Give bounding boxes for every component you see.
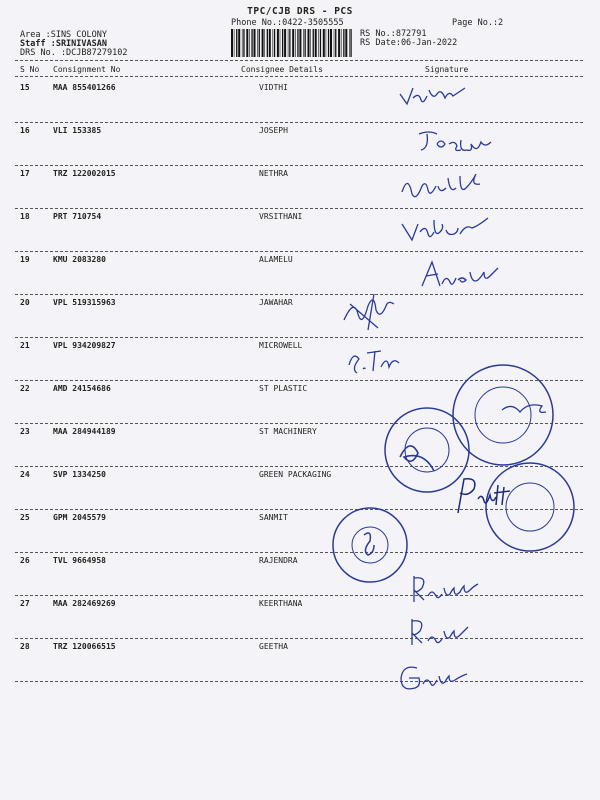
row-sno: 16 [20,126,30,135]
phone-number: Phone No.:0422-3505555 [231,18,344,28]
signature-phone-21: 9976852225 [396,362,474,382]
signature-24 [450,475,530,515]
rs-number: RS No.:872791 [360,29,427,39]
row-divider [15,208,583,209]
row-sno: 28 [20,642,30,651]
col-header-sno: S No [20,65,40,74]
row-consignment: AMD 24154686 [53,384,111,393]
drs-number: DRS No. :DCJB87279102 [20,48,128,58]
row-consignee: ST MACHINERY [259,427,317,436]
signature-28 [395,660,475,694]
col-header-consignment: Consignment No [53,65,121,74]
rs-date: RS Date:06-Jan-2022 [360,38,458,48]
seal-text-25: SANMIT CARD CUTTING INDIA PVT LTD [333,508,407,582]
row-consignment: VLI 153385 [53,126,102,135]
row-sno: 20 [20,298,30,307]
seal-text-22: ST PLASTIC MACHINERY PVT LTD CBE [453,365,553,452]
row-consignment: SVP 1334250 [53,470,106,479]
row-divider [15,165,583,166]
signature-18 [398,212,508,246]
row-consignee: JOSEPH [259,126,288,135]
divider [15,76,583,77]
row-consignee: VRSITHANI [259,212,303,221]
row-consignee: GREEN PACKAGING [259,470,332,479]
page-number: Page No.:2 [452,18,504,28]
row-consignment: TVL 9664958 [53,556,106,565]
row-consignment: MAA 855401266 [53,83,116,92]
col-header-signature: Signature [425,65,469,74]
row-consignee: RAJENDRA [259,556,298,565]
signature-15 [395,80,495,110]
row-sno: 22 [20,384,30,393]
row-consignment: TRZ 122002015 [53,169,116,178]
svg-text:S and T MACHINERY Pvt Ltd [386,409,468,462]
staff-label: Staff :SRINIVASAN [20,39,107,49]
row-sno: 21 [20,341,30,350]
signature-phone-20: 9994692235 [394,310,466,331]
row-sno: 19 [20,255,30,264]
row-divider [15,251,583,252]
row-divider [15,681,583,682]
col-header-consignee: Consignee Details [241,65,323,74]
barcode-image [230,29,355,57]
row-sno: 15 [20,83,30,92]
row-sno: 18 [20,212,30,221]
seal-text-24: GREEN PACKAGING COIMBATORE [486,463,574,535]
signature-16 [415,128,505,158]
signature-17 [398,170,508,204]
row-consignment: MAA 284944189 [53,427,116,436]
row-sno: 25 [20,513,30,522]
row-consignment: MAA 282469269 [53,599,116,608]
row-divider [15,294,583,295]
row-consignment: VPL 934209827 [53,341,116,350]
signature-20 [338,290,478,340]
divider [15,60,583,61]
signature-26 [408,572,498,606]
row-sno: 24 [20,470,30,479]
row-sno: 17 [20,169,30,178]
row-sno: 26 [20,556,30,565]
row-consignee: VIDTHI [259,83,288,92]
row-consignment: GPM 2045579 [53,513,106,522]
row-consignment: TRZ 120066515 [53,642,116,651]
row-consignee: JAWAHAR [259,298,293,307]
row-consignee: NETHRA [259,169,288,178]
row-consignee: GEETHA [259,642,288,651]
row-consignee: ST PLASTIC [259,384,308,393]
signature-19 [418,258,508,292]
row-consignee: SANMIT [259,513,288,522]
row-consignee: KEERTHANA [259,599,303,608]
row-sno: 27 [20,599,30,608]
row-divider [15,122,583,123]
seal-sanmit [330,505,410,585]
row-consignee: MICROWELL [259,341,303,350]
row-consignee: ALAMELU [259,255,293,264]
document-title: TPC/CJB DRS - PCS [247,6,353,17]
svg-text:SANMIT CARD CUTTING INDIA PVT [334,509,406,581]
row-divider [15,337,583,338]
row-consignment: PRT 710754 [53,212,102,221]
row-sno: 23 [20,427,30,436]
row-consignment: KMU 2083280 [53,255,106,264]
area-label: Area :SINS COLONY [20,30,107,40]
seal-text-23: S and T MACHINERY Pvt Ltd [385,408,469,463]
signature-27 [406,615,496,649]
row-consignment: VPL 519315963 [53,298,116,307]
row-divider [15,638,583,639]
